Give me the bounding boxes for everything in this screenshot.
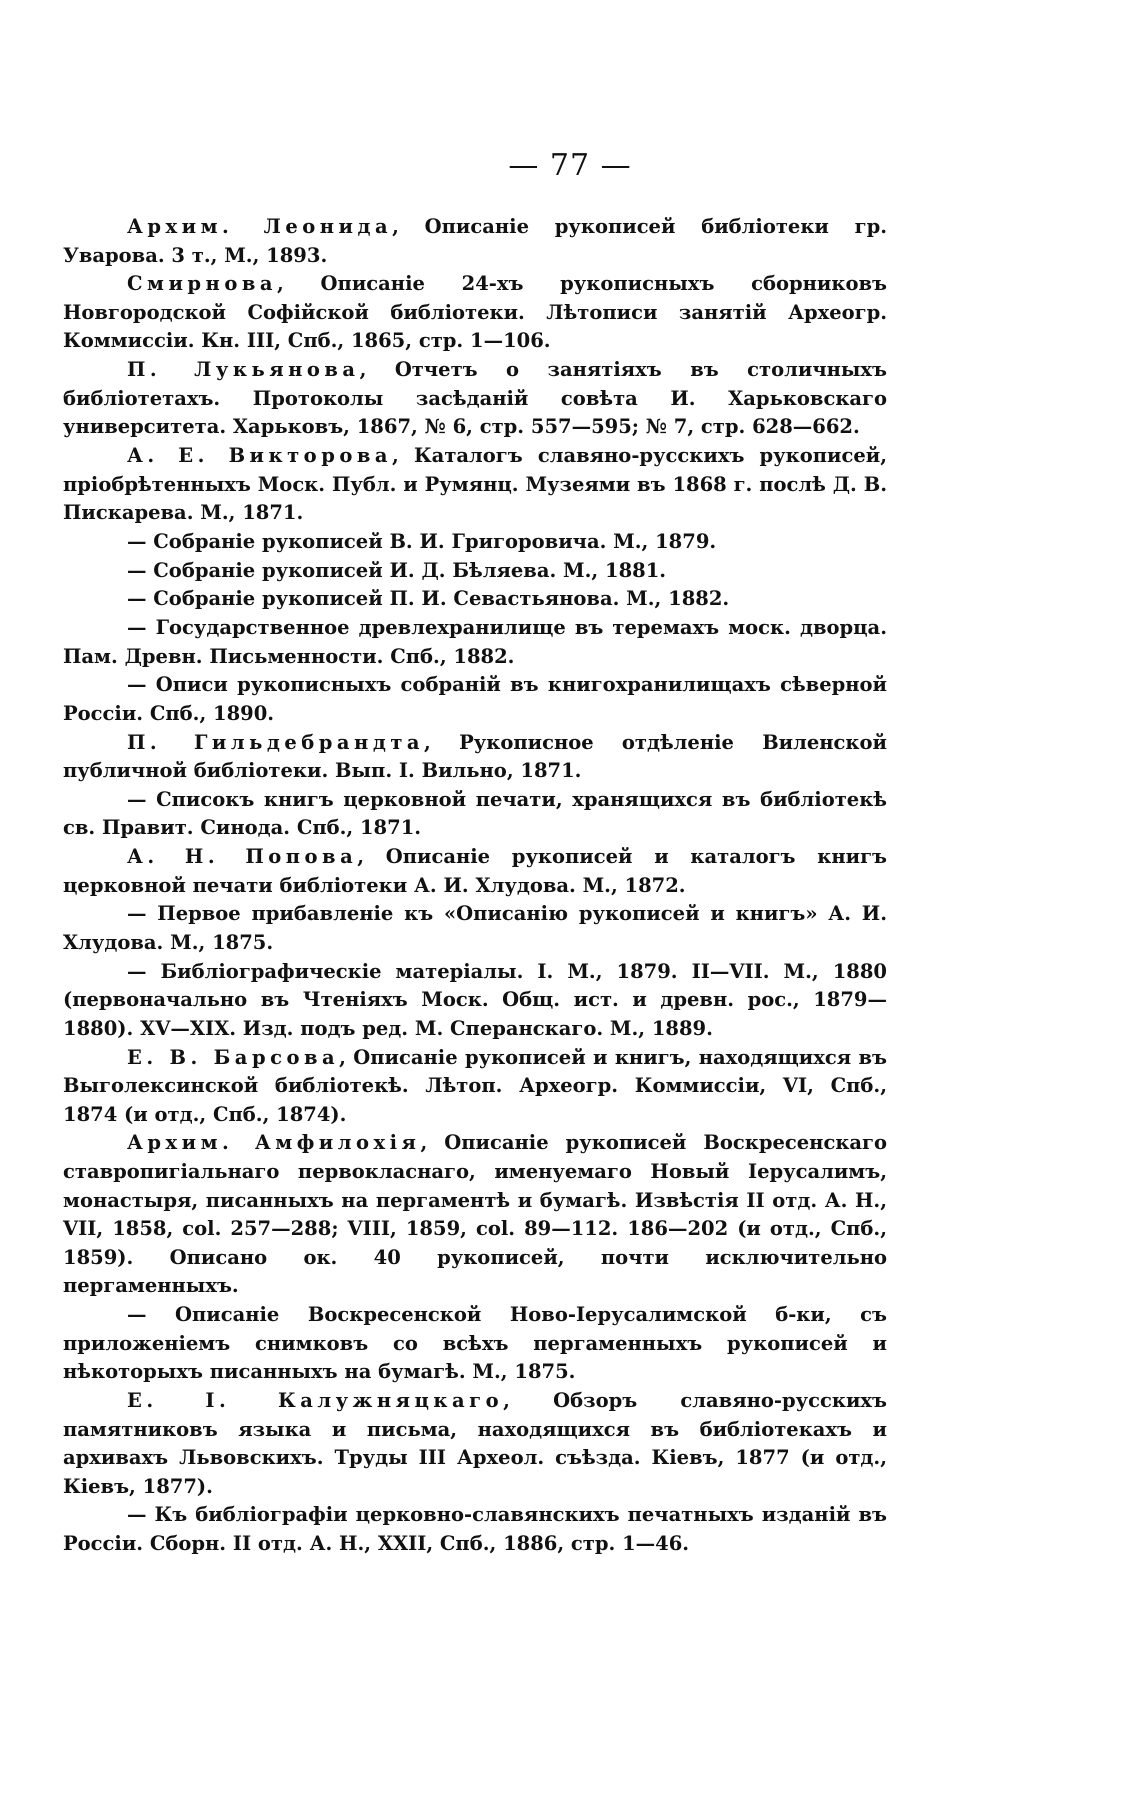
bibliography-entry (63, 528, 887, 557)
entry-text: , Описаніе рукописей Воскресенскаго ставропигіальнаго первокласнаго, именуемаго Новый Іерусалимъ, монастыря, писанныхъ на пергаментѣ и бумагѣ. Извѣстія II отд. А. Н., VII, 1858, col. 257—288; VIII, 1859, col. 89—112. 186—202 (и отд., Спб., 1859). Описано ок. 40 рукописей, почти исключительно пергаменныхъ. (63, 1131, 887, 1298)
entry-author: А. Н. Попова (127, 845, 358, 869)
entry-text: , Отчетъ о занятіяхъ въ столичныхъ библіотетахъ. Протоколы засѣданій совѣта И. Харьковскаго университета. Харьковъ, 1867, № 6, стр. 557—595; № 7, стр. 628—662. (63, 358, 887, 439)
page-number: — 77 — (508, 148, 632, 183)
entry-author: Е. В. Барсова (127, 1045, 340, 1069)
entry-text: , Описаніе 24-хъ рукописныхъ сборниковъ Новгородской Софійской библіотеки. Лѣтописи занятій Археогр. Коммиссіи. Кн. III, Спб., 1865, стр. 1—106. (63, 272, 887, 353)
entry-text: — Первое прибавленіе къ «Описанію рукописей и книгъ» А. И. Хлудова. М., 1875. (63, 902, 887, 954)
bibliography-entry (63, 843, 887, 900)
entry-text: — Къ библіографіи церковно-славянскихъ печатныхъ изданій въ Россіи. Сборн. II отд. А. Н., XXII, Спб., 1886, стр. 1—46. (63, 1503, 887, 1555)
entry-text: — Списокъ книгъ церковной печати, хранящихся въ библіотекѣ св. Правит. Синода. Спб., 1871. (63, 787, 887, 840)
entry-text: — Описи рукописныхъ собраній въ книгохранилищахъ сѣверной Россіи. Спб., 1890. (63, 673, 887, 725)
bibliography-list (63, 213, 887, 1559)
bibliography-entry (63, 614, 887, 671)
bibliography-entry (63, 900, 887, 957)
entry-text: — Собраніе рукописей П. И. Севастьянова. М., 1882. (127, 587, 730, 611)
bibliography-entry (63, 442, 887, 528)
entry-text: — Библіографическіе матеріалы. I. М., 1879. II—VII. М., 1880 (первоначально въ Чтеніяхъ Моск. Общ. ист. и древн. рос., 1879—1880). XV—XIX. Изд. подъ ред. М. Сперанскаго. М., 1889. (63, 959, 887, 1040)
entry-author: Смирнова (127, 272, 278, 296)
entry-author: А. Е. Викторова (127, 444, 393, 468)
entry-text: , Рукописное отдѣленіе Виленской публичной библіотеки. Вып. I. Вильно, 1871. (63, 730, 887, 783)
entry-author: Архим. Амфилохія (127, 1131, 421, 1155)
entry-author: П. Лукьянова (127, 358, 360, 382)
bibliography-entry (63, 1301, 887, 1387)
entry-text: , Описаніе рукописей библіотеки гр. Уварова. 3 т., М., 1893. (63, 215, 887, 267)
entry-author: Е. I. Калужняцкаго (127, 1388, 504, 1412)
bibliography-entry (63, 1044, 887, 1130)
bibliography-entry (63, 213, 887, 270)
entry-author: Архим. Леонида (127, 215, 393, 238)
entry-text: — Собраніе рукописей И. Д. Бѣляева. М., 1881. (127, 558, 667, 582)
bibliography-entry (63, 671, 887, 728)
bibliography-entry (63, 1501, 887, 1558)
entry-text: , Каталогъ славяно-русскихъ рукописей, пріобрѣтенныхъ Моск. Публ. и Румянц. Музеями въ 1868 г. послѣ Д. В. Пискарева. М., 1871. (63, 444, 888, 525)
entry-text: — Государственное древлехранилище въ теремахъ моск. дворца. Пам. Древн. Письменности. Спб., 1882. (63, 615, 887, 668)
entry-author: П. Гильдебрандта (127, 730, 425, 754)
bibliography-entry (63, 585, 887, 614)
entry-text: , Описаніе рукописей и книгъ, находящихся въ Выголексинской библіотекѣ. Лѣтоп. Археогр. Коммиссіи, VI, Спб., 1874 (и отд., Спб., 1874). (63, 1045, 887, 1126)
entry-text: — Собраніе рукописей В. И. Григоровича. М., 1879. (127, 529, 717, 553)
bibliography-entry (63, 1129, 887, 1301)
entry-text: , Описаніе рукописей и каталогъ книгъ церковной печати библіотеки А. И. Хлудова. М., 1872. (63, 845, 887, 897)
bibliography-entry (63, 1387, 887, 1501)
bibliography-entry (63, 270, 887, 356)
bibliography-entry (63, 958, 887, 1044)
bibliography-entry (63, 729, 887, 786)
entry-text: — Описаніе Воскресенской Ново-Іерусалимской б-ки, съ приложеніемъ снимковъ со всѣхъ пергаменныхъ рукописей и нѣкоторыхъ писанныхъ на бумагѣ. М., 1875. (63, 1303, 887, 1384)
entry-text: , Обзоръ славяно-русскихъ памятниковъ языка и письма, находящихся въ библіотекахъ и архивахъ Львовскихъ. Труды III Археол. съѣзда. Кіевъ, 1877 (и отд., Кіевъ, 1877). (63, 1388, 887, 1498)
bibliography-entry (63, 557, 887, 586)
bibliography-entry (63, 786, 887, 843)
bibliography-entry (63, 356, 887, 442)
